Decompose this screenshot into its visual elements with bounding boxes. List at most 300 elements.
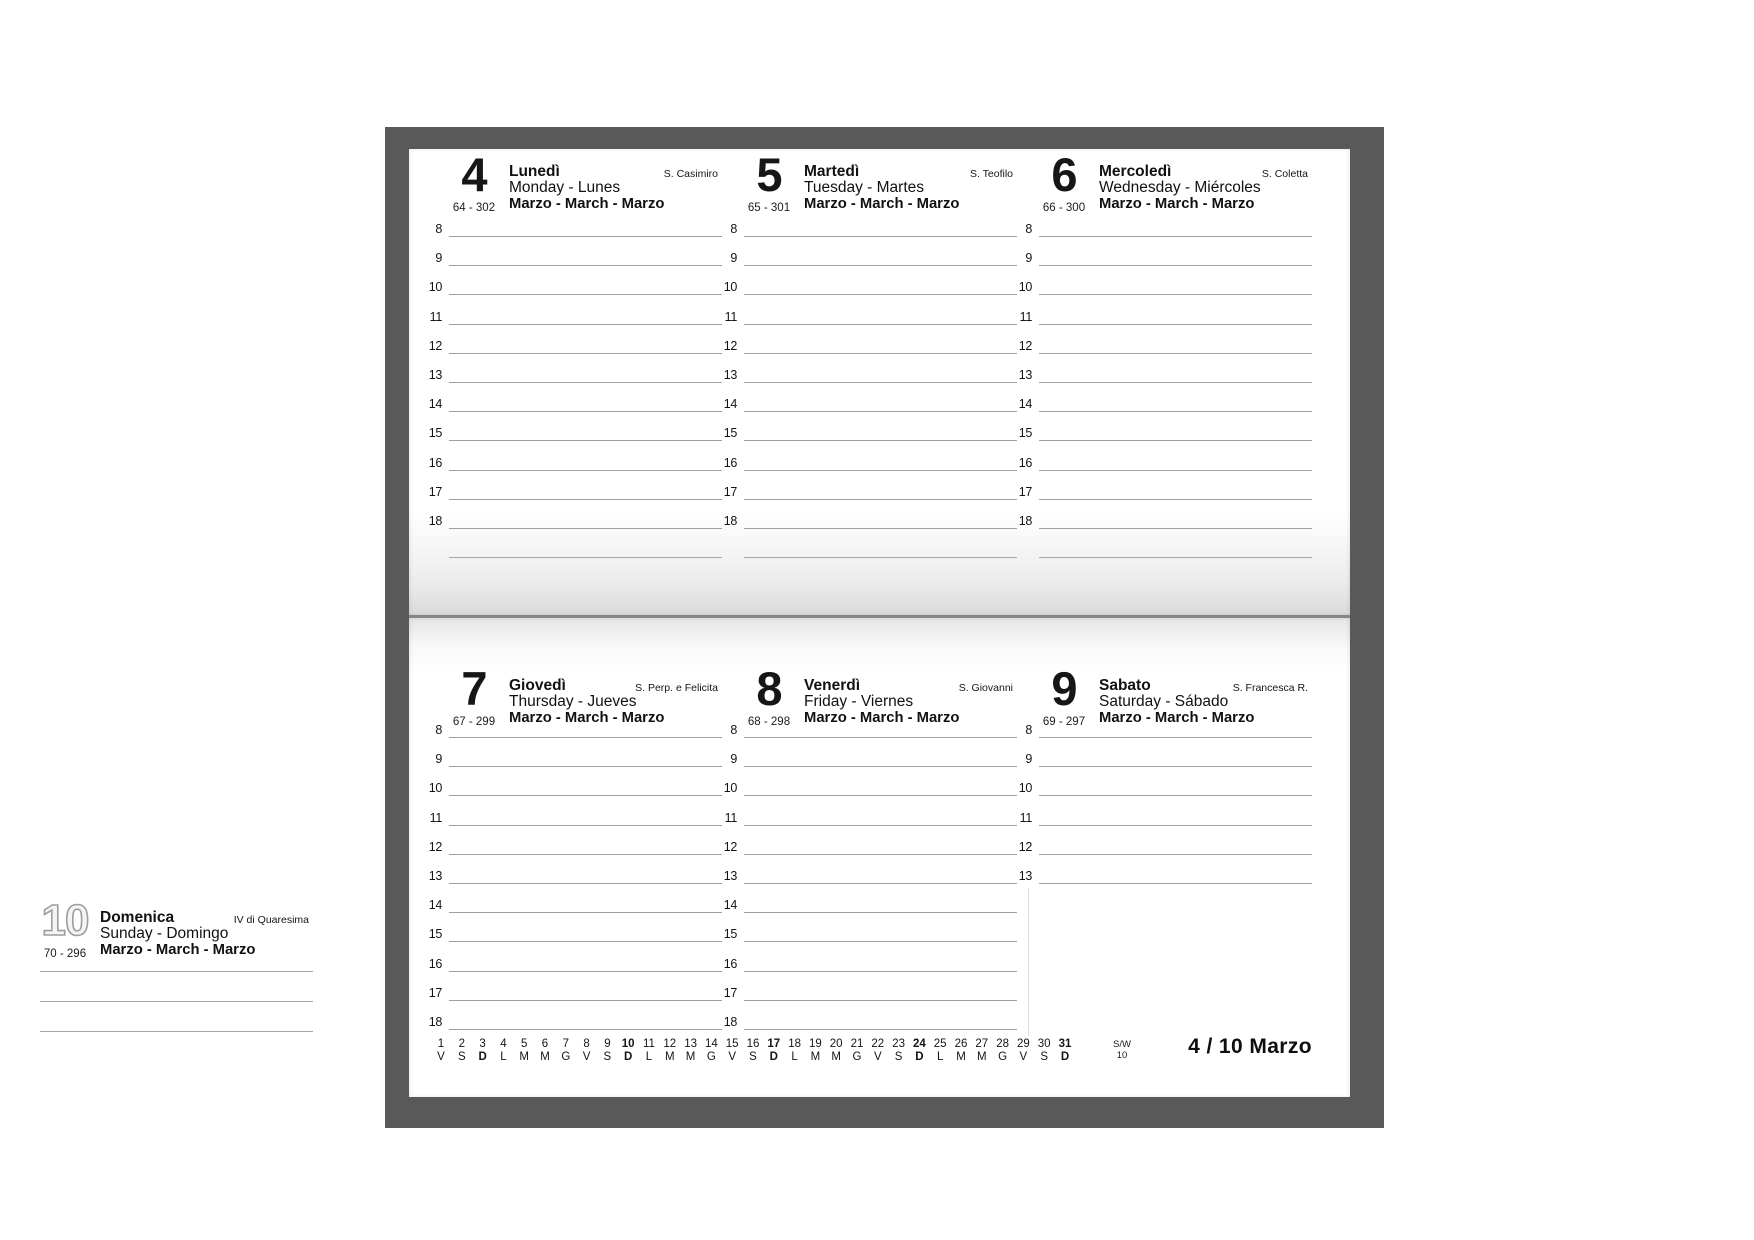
hour-row	[704, 927, 1017, 943]
calendar-day-letter: G	[561, 1051, 571, 1063]
calendar-day-letter: M	[977, 1051, 987, 1063]
day-saint: S. Teofilo	[970, 168, 1013, 180]
hour-line	[449, 1000, 722, 1001]
hour-row	[409, 339, 722, 355]
hour-label: 12	[1018, 839, 1032, 854]
calendar-day-cell	[492, 1038, 514, 1063]
hour-row	[704, 426, 1017, 442]
calendar-day-letter: M	[831, 1051, 841, 1063]
calendar-day-number: 17	[767, 1038, 781, 1050]
calendar-day-number: 24	[912, 1038, 926, 1050]
week-range: 4 / 10 Marzo	[1188, 1035, 1312, 1058]
hour-line	[1039, 411, 1312, 412]
calendar-day-number: 3	[479, 1038, 486, 1050]
day-name: Venerdì	[804, 677, 860, 694]
hour-row	[704, 811, 1017, 827]
hour-line	[1039, 440, 1312, 441]
calendar-day-number: 29	[1016, 1038, 1030, 1050]
hour-row	[704, 514, 1017, 530]
calendar-day-cell	[513, 1038, 535, 1063]
calendar-day-cell	[576, 1038, 598, 1063]
hour-row	[704, 397, 1017, 413]
day-name: Lunedì	[509, 163, 560, 180]
day-titles	[100, 910, 255, 959]
hour-label: 11	[429, 810, 442, 825]
hour-label: 11	[1019, 309, 1032, 324]
hour-label: 12	[428, 338, 442, 353]
hour-label: 17	[428, 985, 442, 1000]
hour-label: 15	[428, 927, 442, 942]
hour-label: 9	[1025, 752, 1032, 767]
hour-row	[704, 456, 1017, 472]
calendar-day-letter: D	[624, 1051, 633, 1063]
hour-line	[744, 854, 1017, 855]
hour-line	[744, 499, 1017, 500]
day-titles	[1099, 678, 1254, 727]
calendar-day-cell	[659, 1038, 681, 1063]
hour-label: 13	[1018, 869, 1032, 883]
day-translations: Friday - Viernes	[804, 693, 914, 711]
hour-label: 13	[723, 368, 737, 382]
day-column-thursday	[409, 663, 722, 1048]
hour-line	[449, 766, 722, 767]
calendar-day-letter: G	[998, 1051, 1008, 1063]
hour-label: 14	[428, 397, 442, 412]
calendar-day-letter: D	[769, 1051, 778, 1063]
calendar-day-letter: L	[791, 1051, 798, 1063]
calendar-day-letter: G	[706, 1051, 716, 1063]
day-number: 8	[756, 662, 782, 715]
hour-line	[744, 766, 1017, 767]
hour-line	[449, 1029, 722, 1030]
hour-line	[449, 825, 722, 826]
hour-line	[1039, 236, 1312, 237]
day-months: Marzo - March - Marzo	[509, 196, 665, 213]
hour-label: 16	[1018, 455, 1032, 470]
calendar-day-letter: V	[873, 1051, 882, 1063]
calendar-day-letter: M	[685, 1051, 696, 1063]
hour-line	[744, 912, 1017, 913]
calendar-day-cell	[680, 1038, 702, 1063]
calendar-day-letter: S	[1040, 1051, 1049, 1063]
hour-label: 18	[428, 514, 442, 528]
hour-label: 9	[730, 251, 737, 266]
hour-line	[1039, 265, 1312, 266]
calendar-day-letter: D	[915, 1051, 924, 1063]
hour-line	[744, 382, 1017, 383]
day-header-monday	[409, 149, 722, 222]
hour-row	[999, 869, 1312, 885]
hour-line	[744, 795, 1017, 796]
calendar-day-cell	[992, 1038, 1014, 1063]
day-number: 6	[1051, 148, 1077, 201]
day-ordinal: 70 - 296	[43, 948, 87, 960]
day-translations: Monday - Lunes	[509, 179, 621, 197]
hour-label: 16	[428, 455, 442, 470]
calendar-day-cell	[596, 1038, 618, 1063]
hour-row	[704, 869, 1017, 885]
hour-row	[999, 222, 1312, 238]
hour-line	[449, 411, 722, 412]
hour-line	[744, 236, 1017, 237]
calendar-day-number: 5	[520, 1038, 528, 1050]
hour-label: 10	[723, 781, 737, 796]
day-ordinal: 67 - 299	[452, 716, 496, 728]
day-name: Sabato	[1099, 677, 1151, 694]
hour-label: 12	[428, 839, 442, 854]
hour-row	[409, 840, 722, 856]
hour-line	[1039, 737, 1312, 738]
hour-row	[409, 781, 722, 797]
hour-label: 15	[723, 927, 737, 942]
calendar-day-number: 28	[996, 1038, 1009, 1050]
hour-line	[744, 411, 1017, 412]
hour-row	[704, 222, 1017, 238]
day-number: 10	[41, 896, 89, 945]
calendar-day-letter: M	[665, 1051, 675, 1063]
hour-line	[449, 294, 722, 295]
hour-line	[744, 470, 1017, 471]
hour-label: 18	[723, 514, 737, 528]
hour-row	[409, 514, 722, 530]
hour-label: 9	[730, 752, 737, 767]
hour-line	[1039, 382, 1312, 383]
hour-line	[1039, 528, 1312, 529]
hour-label: 14	[723, 898, 737, 913]
hour-row	[409, 957, 722, 973]
day-months: Marzo - March - Marzo	[100, 942, 256, 959]
hour-line	[1039, 324, 1312, 325]
calendar-day-number: 12	[663, 1038, 677, 1050]
calendar-day-number: 7	[562, 1038, 569, 1050]
hour-label: 17	[1018, 484, 1032, 499]
hour-label: 10	[428, 280, 442, 295]
calendar-day-letter: L	[645, 1051, 653, 1063]
hour-row	[704, 898, 1017, 914]
hour-line	[449, 353, 722, 354]
day-months: Marzo - March - Marzo	[804, 710, 960, 727]
hour-row	[999, 485, 1312, 501]
mini-calendar	[430, 1038, 1090, 1066]
hour-line	[744, 1029, 1017, 1030]
day-saint: S. Giovanni	[958, 682, 1013, 694]
calendar-day-letter: V	[437, 1051, 445, 1063]
calendar-day-cell	[534, 1038, 556, 1063]
hour-row	[704, 280, 1017, 296]
calendar-day-letter: V	[728, 1051, 737, 1063]
day-liturgical-note: IV di Quaresima	[233, 914, 309, 926]
hour-label: 13	[723, 869, 737, 883]
hour-row	[704, 251, 1017, 267]
hour-line	[744, 737, 1017, 738]
hour-label: 8	[435, 222, 442, 236]
hour-label: 16	[428, 956, 442, 971]
calendar-day-number: 27	[975, 1038, 989, 1050]
hour-row	[409, 456, 722, 472]
calendar-day-letter: D	[1060, 1051, 1070, 1063]
hour-label: 16	[723, 455, 737, 470]
calendar-day-cell	[638, 1038, 660, 1063]
day-translations: Wednesday - Miércoles	[1099, 179, 1261, 197]
day-translations: Saturday - Sábado	[1099, 693, 1229, 711]
day-saint: S. Perp. e Felicita	[635, 682, 718, 694]
day-number: 7	[461, 662, 487, 715]
hour-line	[744, 941, 1017, 942]
hour-line	[1039, 766, 1312, 767]
hour-line	[744, 825, 1017, 826]
hour-label: 10	[428, 781, 442, 796]
hour-label: 18	[1018, 514, 1032, 528]
writing-line	[40, 1031, 313, 1032]
hour-line	[449, 971, 722, 972]
hour-row	[704, 723, 1017, 739]
hour-label: 15	[1018, 426, 1032, 441]
hour-label: 8	[730, 723, 737, 737]
hour-row	[999, 426, 1312, 442]
hour-row	[999, 752, 1312, 768]
calendar-day-number: 31	[1058, 1038, 1072, 1050]
calendar-day-cell	[721, 1038, 743, 1063]
day-number: 9	[1051, 662, 1077, 715]
calendar-day-number: 23	[892, 1038, 905, 1050]
hour-row	[999, 514, 1312, 530]
hour-label: 11	[724, 309, 737, 324]
calendar-day-number: 14	[704, 1038, 718, 1050]
hour-row	[999, 811, 1312, 827]
hour-label: 18	[428, 1015, 442, 1029]
calendar-day-letter: S	[457, 1051, 466, 1063]
day-name: Domenica	[100, 909, 175, 926]
hour-line	[1039, 353, 1312, 354]
hour-row	[704, 1015, 1017, 1031]
day-number: 4	[461, 148, 487, 201]
calendar-day-number: 19	[808, 1038, 822, 1050]
calendar-day-number: 16	[746, 1038, 760, 1050]
day-saint: S. Coletta	[1261, 168, 1308, 180]
calendar-day-letter: D	[478, 1051, 487, 1063]
hour-line	[449, 382, 722, 383]
calendar-day-number: 1	[437, 1038, 445, 1050]
hour-row	[999, 781, 1312, 797]
hour-line	[744, 971, 1017, 972]
hour-row	[409, 927, 722, 943]
hour-line	[449, 470, 722, 471]
hour-line	[744, 294, 1017, 295]
day-titles	[804, 164, 959, 213]
hour-line	[1039, 470, 1312, 471]
day-translations: Thursday - Jueves	[509, 693, 637, 711]
day-saint: S. Francesca R.	[1232, 682, 1308, 694]
hour-label: 10	[723, 280, 737, 295]
hour-line	[1039, 499, 1312, 500]
hour-row	[999, 251, 1312, 267]
day-saint: S. Casimiro	[663, 168, 718, 180]
day-ordinal: 66 - 300	[1042, 202, 1086, 214]
hour-line	[449, 912, 722, 913]
hour-label: 13	[1018, 368, 1032, 382]
hour-line	[449, 236, 722, 237]
hour-row	[409, 869, 722, 885]
calendar-day-cell	[451, 1038, 473, 1063]
day-column-tuesday	[704, 149, 1017, 619]
day-titles	[1099, 164, 1261, 213]
calendar-day-cell	[950, 1038, 972, 1063]
hour-label: 8	[1025, 222, 1032, 236]
calendar-day-cell	[867, 1038, 889, 1063]
writing-line	[1039, 557, 1312, 558]
calendar-day-letter: M	[810, 1051, 821, 1063]
hour-line	[1039, 294, 1312, 295]
hour-label: 11	[429, 309, 442, 324]
hour-row	[999, 723, 1312, 739]
calendar-day-number: 30	[1037, 1038, 1051, 1050]
hour-label: 16	[723, 956, 737, 971]
hour-label: 9	[1025, 251, 1032, 266]
day-ordinal: 69 - 297	[1042, 716, 1086, 728]
writing-line	[40, 1001, 313, 1002]
hour-row	[999, 397, 1312, 413]
hour-line	[1039, 854, 1312, 855]
hour-row	[409, 222, 722, 238]
calendar-day-letter: M	[519, 1051, 529, 1063]
hour-row	[999, 339, 1312, 355]
hour-label: 12	[723, 839, 737, 854]
calendar-day-letter: V	[582, 1051, 591, 1063]
hour-row	[999, 368, 1312, 384]
day-months: Marzo - March - Marzo	[804, 196, 960, 213]
day-name: Mercoledì	[1099, 163, 1172, 180]
writing-line	[40, 971, 313, 972]
hour-label: 13	[428, 368, 442, 382]
hour-row	[704, 339, 1017, 355]
hour-label: 8	[1025, 723, 1032, 737]
calendar-day-letter: S	[894, 1051, 903, 1063]
calendar-day-letter: S	[749, 1051, 757, 1063]
calendar-day-number: 9	[604, 1038, 611, 1050]
calendar-day-letter: M	[540, 1051, 550, 1063]
calendar-day-cell	[472, 1038, 494, 1063]
hour-row	[999, 840, 1312, 856]
calendar-day-number: 18	[788, 1038, 801, 1050]
day-header-sunday	[0, 895, 313, 968]
calendar-day-number: 4	[500, 1038, 507, 1050]
hour-label: 12	[1018, 338, 1032, 353]
calendar-day-cell	[971, 1038, 993, 1063]
hour-line	[744, 353, 1017, 354]
calendar-day-cell	[825, 1038, 847, 1063]
hour-label: 12	[723, 338, 737, 353]
day-titles	[509, 164, 664, 213]
day-months: Marzo - March - Marzo	[509, 710, 665, 727]
calendar-day-number: 21	[850, 1038, 864, 1050]
day-column-friday	[704, 663, 1017, 1048]
hour-row	[409, 898, 722, 914]
day-months: Marzo - March - Marzo	[1099, 710, 1255, 727]
day-ordinal: 64 - 302	[452, 202, 496, 214]
hour-label: 8	[730, 222, 737, 236]
hour-line	[449, 795, 722, 796]
writing-line	[744, 557, 1017, 558]
hour-line	[449, 941, 722, 942]
calendar-day-cell	[888, 1038, 910, 1063]
hour-row	[409, 251, 722, 267]
calendar-day-number: 22	[871, 1038, 885, 1050]
calendar-day-number: 2	[458, 1038, 465, 1050]
calendar-day-number: 6	[541, 1038, 549, 1050]
calendar-day-number: 15	[725, 1038, 739, 1050]
hour-label: 14	[1018, 397, 1032, 412]
day-name: Giovedì	[509, 677, 566, 694]
hour-label: 10	[1018, 781, 1032, 796]
hour-label: 17	[723, 484, 737, 499]
day-column-monday	[409, 149, 722, 619]
hour-label: 14	[723, 397, 737, 412]
hour-row	[704, 485, 1017, 501]
calendar-day-letter: M	[956, 1051, 966, 1063]
day-titles	[804, 678, 959, 727]
calendar-day-cell	[804, 1038, 826, 1063]
hour-line	[1039, 825, 1312, 826]
calendar-day-cell	[700, 1038, 722, 1063]
day-header-wednesday	[999, 149, 1312, 222]
calendar-day-number: 25	[933, 1038, 947, 1050]
hour-row	[409, 811, 722, 827]
calendar-day-letter: L	[500, 1051, 507, 1063]
day-ordinal: 65 - 301	[747, 202, 791, 214]
calendar-day-cell	[763, 1038, 785, 1063]
day-ordinal: 68 - 298	[747, 716, 791, 728]
hour-line	[744, 528, 1017, 529]
calendar-day-number: 26	[954, 1038, 968, 1050]
calendar-day-letter: G	[852, 1051, 862, 1063]
day-translations: Sunday - Domingo	[100, 925, 229, 943]
hour-row	[704, 752, 1017, 768]
hour-line	[449, 265, 722, 266]
hour-row	[409, 280, 722, 296]
hour-row	[704, 310, 1017, 326]
hour-label: 13	[428, 869, 442, 883]
hour-row	[409, 986, 722, 1002]
calendar-day-number: 20	[829, 1038, 843, 1050]
hour-label: 9	[435, 752, 442, 767]
hour-line	[449, 499, 722, 500]
hour-line	[744, 1000, 1017, 1001]
hour-row	[999, 456, 1312, 472]
calendar-day-cell	[908, 1038, 930, 1063]
hour-row	[409, 723, 722, 739]
hour-label: 10	[1018, 280, 1032, 295]
day-column-saturday	[999, 663, 1312, 1048]
day-column-wednesday	[999, 149, 1312, 619]
calendar-day-letter: L	[936, 1051, 944, 1063]
calendar-day-number: 10	[621, 1038, 635, 1050]
hour-label: 17	[723, 985, 737, 1000]
day-number: 5	[756, 148, 782, 201]
hour-row	[704, 781, 1017, 797]
hour-line	[744, 883, 1017, 884]
hour-row	[409, 752, 722, 768]
calendar-day-cell	[555, 1038, 577, 1063]
hour-row	[704, 368, 1017, 384]
hour-label: 9	[435, 251, 442, 266]
hour-label: 11	[724, 810, 737, 825]
writing-line	[449, 557, 722, 558]
hour-row	[409, 1015, 722, 1031]
hour-line	[449, 883, 722, 884]
column-divider	[1028, 888, 1029, 1036]
hour-row	[409, 485, 722, 501]
calendar-day-cell	[430, 1038, 452, 1063]
